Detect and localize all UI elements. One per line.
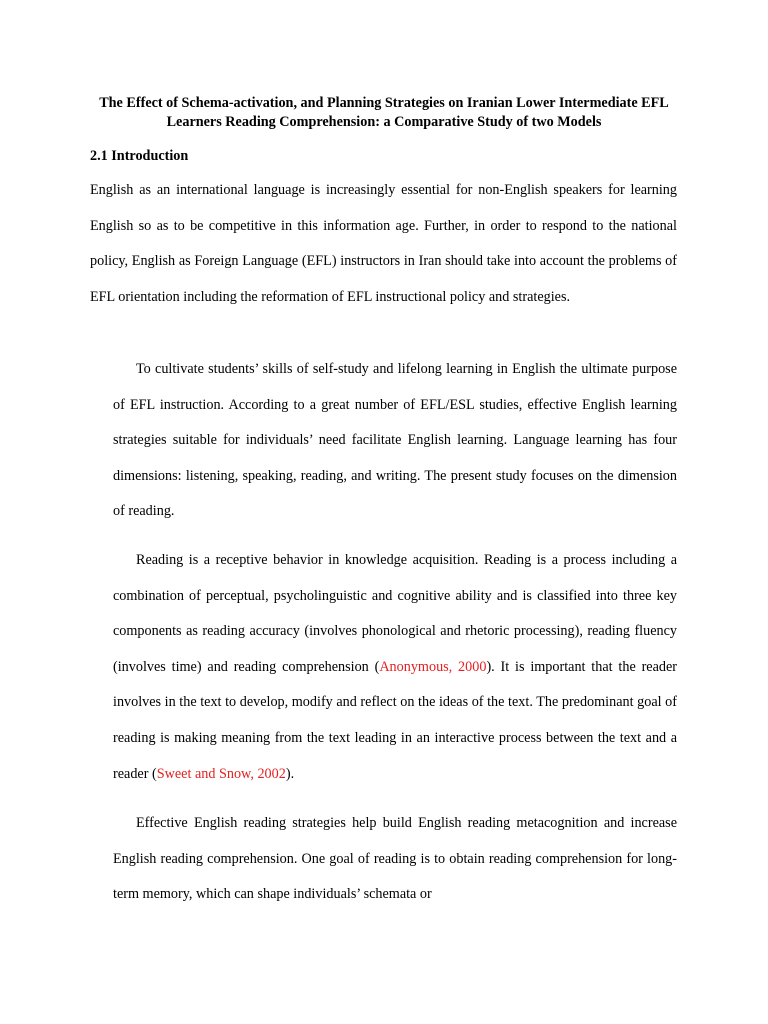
paragraph-3-text-c: ). [285, 765, 295, 782]
paragraph-3 [113, 543, 677, 792]
paragraph-3-text-a: Reading is a receptive behavior in knowledge acquisition. Reading is a process including a combination of perceptual, psycholinguistic and cognitive ability and is classified into three key components as reading accuracy (involves phonological and rhetoric processing), reading fluency (involves time) and reading comprehension ( [113, 552, 677, 675]
paragraph-2: To cultivate students’ skills of self-study and lifelong learning in English the ultimate purpose of EFL instruction. According to a great number of EFL/ESL studies, effective English learning strategies suitable for individuals’ need facilitate English learning. Language learning has four dimensions: listening, speaking, reading, and writing. The present study focuses on the dimension of reading. [113, 361, 677, 520]
paper-title: The Effect of Schema-activation, and Planning Strategies on Iranian Lower Intermediate EFL Learners Reading Comprehension: a Comparative Study of two Models [99, 95, 669, 130]
citation-sweet-snow-2002[interactable]: Sweet and Snow, 2002 [156, 765, 286, 782]
paragraph-4: Effective English reading strategies help build English reading metacognition and increase English reading comprehension. One goal of reading is to obtain reading comprehension for long-term memory, which can shape individuals’ schemata or [113, 815, 677, 903]
paragraph-1: English as an international language is increasingly essential for non-English speakers for learning English so as to be competitive in this information age. Further, in order to respond to the national policy, English as Foreign Language (EFL) instructors in Iran should take into account the problems of EFL orientation including the reformation of EFL instructional policy and strategies. [90, 182, 677, 305]
citation-anonymous-2000[interactable]: Anonymous, 2000 [379, 658, 487, 675]
section-heading: 2.1 Introduction [90, 148, 189, 164]
paragraph-3-text-b: ). It is important that the reader involves in the text to develop, modify and reflect on the ideas of the text. The predominant goal of reading is making meaning from the text leading in an interactive process between the text and a reader ( [113, 658, 678, 782]
